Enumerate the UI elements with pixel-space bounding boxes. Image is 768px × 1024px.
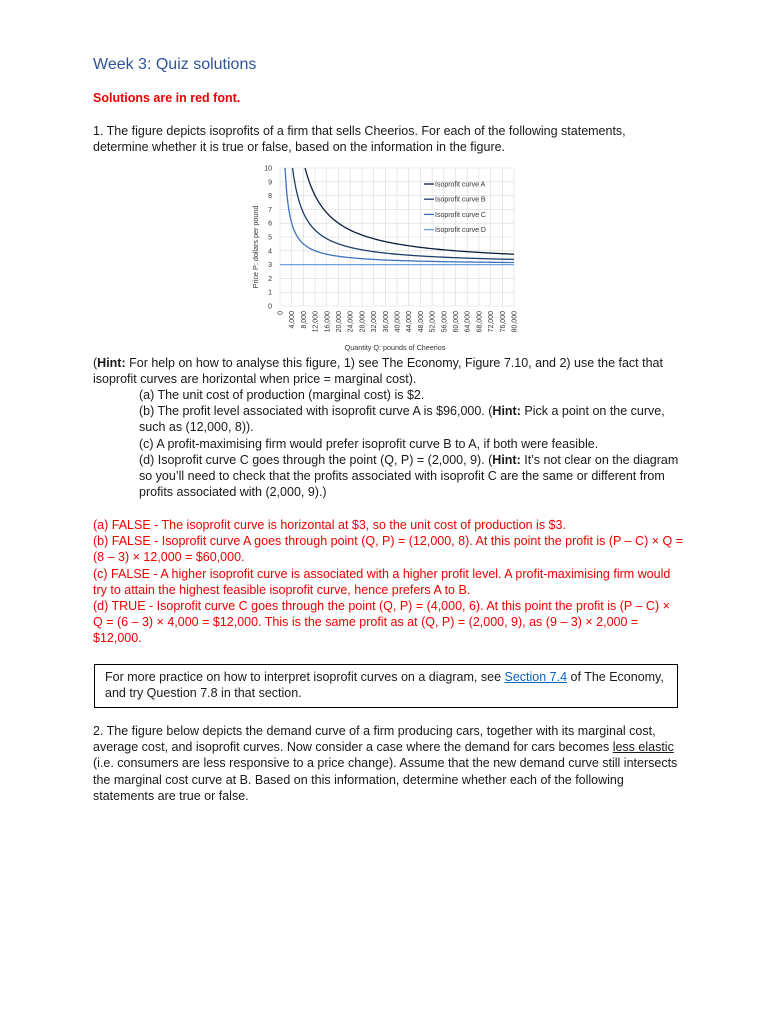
y-tick-label: 0: [268, 303, 272, 311]
y-tick-label: 10: [264, 165, 272, 173]
option-a: (a) The unit cost of production (marginal cost) is $2.: [139, 388, 425, 402]
hint-label: Hint:: [97, 356, 126, 370]
question-1-intro: 1. The figure depicts isoprofits of a firm that sells Cheerios. For each of the following statements, determine whether it is true or false, based on the information in the figure.: [93, 124, 626, 155]
legend-label: Isoprofit curve A: [435, 181, 486, 189]
section-7-4-link[interactable]: Section 7.4: [504, 670, 568, 684]
legend-label: Isoprofit curve B: [435, 196, 486, 204]
x-tick-label: 52,000: [429, 311, 437, 333]
y-tick-label: 1: [268, 289, 272, 297]
question-2-underlined: less elastic: [612, 740, 674, 755]
x-tick-label: 0: [277, 311, 285, 315]
answer-a: (a) FALSE - The isoprofit curve is horizontal at $3, so the unit cost of production is $3.: [93, 518, 566, 532]
y-tick-label: 2: [268, 275, 272, 283]
option-b-text: (b) The profit level associated with isoprofit curve A is $96,000. (: [139, 404, 493, 419]
y-tick-label: 6: [268, 220, 272, 228]
option-d: [139, 452, 684, 501]
option-c: (c) A profit-maximising firm would prefer isoprofit curve B to A, if both were feasible.: [139, 436, 599, 451]
practice-text-pre: For more practice on how to interpret isoprofit curves on a diagram, see: [105, 670, 505, 684]
chart-x-ticks: [278, 311, 519, 333]
option-b: [139, 403, 684, 435]
question-2-intro: [93, 723, 683, 804]
x-tick-label: 56,000: [441, 311, 449, 333]
option-d-hint-label: Hint:: [492, 452, 521, 467]
y-tick-label: 9: [268, 179, 272, 187]
chart-y-ticks: [264, 166, 272, 311]
x-tick-label: 4,000: [289, 311, 297, 329]
practice-box: [94, 664, 678, 708]
hint-text: For help on how to analyse this figure, 1) see The Economy, Figure 7.10, and 2) use the fact that isoprofit curves are horizontal when price = marginal cost).: [93, 356, 663, 387]
chart-legend: [424, 182, 486, 235]
x-tick-label: 40,000: [394, 311, 402, 333]
hint-open-paren: (: [93, 356, 98, 370]
x-tick-label: 20,000: [336, 311, 343, 333]
x-tick-label: 44,000: [406, 311, 414, 333]
chart-x-axis-label: Quantity Q: pounds of Cheerios: [344, 343, 446, 352]
x-tick-label: 60,000: [453, 311, 460, 333]
question-2-text-pre: 2. The figure below depicts the demand curve of a firm producing cars, together with its marginal cost, average cost, and isoprofit curves. Now consider a case where the demand for cars becomes: [93, 724, 656, 755]
x-tick-label: 48,000: [417, 311, 425, 333]
hint-paragraph: [93, 355, 683, 387]
answer-d: (d) TRUE - Isoprofit curve C goes through the point (Q, P) = (4,000, 6). At this point the profit is (P – C) × Q = (6 – 3) × 4,000 = $12,000. This is the same profit as at (Q, P) = (2,000, 9), as (9 – 3) × 2,000 = $12,000.: [93, 599, 670, 646]
page-title: Week 3: Quiz solutions: [93, 56, 257, 73]
x-tick-label: 32,000: [371, 311, 379, 333]
solutions-note: Solutions are in red font.: [93, 91, 241, 105]
x-tick-label: 12,000: [312, 311, 320, 333]
y-tick-label: 8: [268, 193, 272, 201]
option-d-hint-text: It’s not clear on the diagram so you’ll need to check that the profits associated with isoprofit C are the same or different from profits associated with (2,000, 9).): [139, 452, 679, 500]
x-tick-label: 16,000: [324, 311, 332, 333]
x-tick-label: 36,000: [382, 311, 390, 333]
answer-c: (c) FALSE - A higher isoprofit curve is associated with a higher profit level. A profit-maximising firm would try to attain the highest feasible isoprofit curve, hence prefers A to B.: [93, 566, 671, 597]
y-tick-label: 7: [268, 206, 272, 214]
chart-y-axis-label: Price P: dollars per pound: [251, 205, 260, 289]
answer-b: (b) FALSE - Isoprofit curve A goes through point (Q, P) = (12,000, 8). At this point the profit is (P – C) × Q = (8 – 3) × 12,000 = $60,000.: [93, 534, 683, 565]
x-tick-label: 80,000: [511, 311, 519, 333]
question-2-text-post: (i.e. consumers are less responsive to a price change). Assume that the new demand curve still intersects the marginal cost curve at B. Based on this information, determine whether each of the following statements are true or false.: [93, 756, 678, 803]
y-tick-label: 5: [268, 234, 272, 242]
question-1-answers: [93, 517, 683, 647]
x-tick-label: 28,000: [359, 311, 367, 333]
question-1-options: [139, 387, 684, 500]
legend-label: Isoprofit curve C: [435, 211, 486, 219]
chart-gridlines: [280, 168, 514, 306]
legend-label: Isoprofit curve D: [435, 227, 486, 235]
option-b-hint-label: Hint:: [492, 404, 521, 419]
y-tick-label: 4: [268, 248, 272, 256]
option-b-hint-text: Pick a point on the curve, such as (12,000, 8)).: [139, 404, 665, 435]
isoprofit-chart: [248, 160, 520, 355]
practice-text-post: of The Economy, and try Question 7.8 in that section.: [105, 670, 664, 701]
x-tick-label: 64,000: [464, 311, 472, 333]
x-tick-label: 76,000: [499, 311, 507, 333]
y-tick-label: 3: [268, 262, 272, 270]
option-d-text: (d) Isoprofit curve C goes through the point (Q, P) = (2,000, 9). (: [139, 452, 493, 467]
x-tick-label: 68,000: [476, 311, 484, 333]
x-tick-label: 24,000: [347, 311, 355, 333]
x-tick-label: 8,000: [300, 311, 308, 329]
x-tick-label: 72,000: [488, 311, 496, 333]
